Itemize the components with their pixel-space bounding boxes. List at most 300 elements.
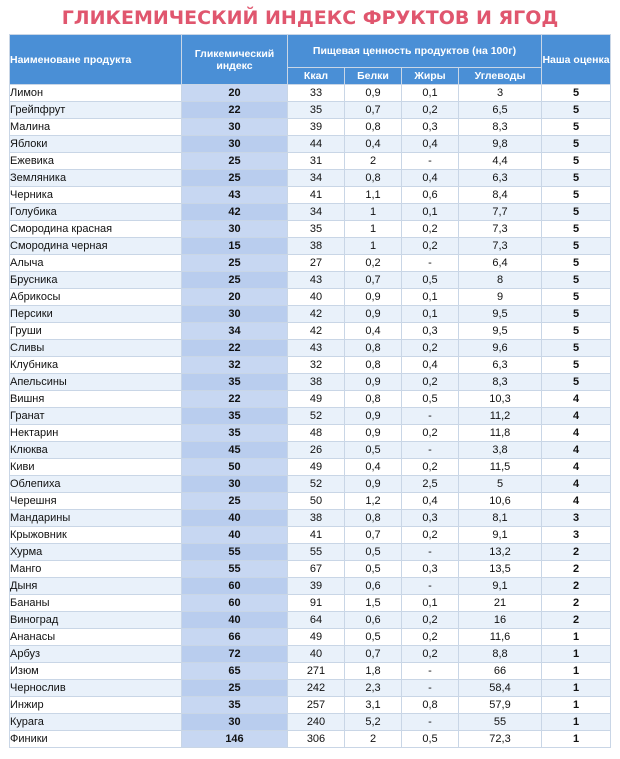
cell-carbs: 6,3 [459,170,542,187]
cell-glycemic-index: 40 [182,527,288,544]
header-rating: Наша оценка [542,35,611,85]
cell-rating: 5 [542,340,611,357]
cell-fat: 0,8 [402,697,459,714]
cell-fat: 0,2 [402,527,459,544]
header-product-name: Наименоване продукта [10,35,182,85]
cell-carbs: 16 [459,612,542,629]
cell-protein: 0,9 [345,374,402,391]
cell-kcal: 39 [288,119,345,136]
cell-kcal: 26 [288,442,345,459]
table-row [10,357,611,374]
cell-protein: 0,9 [345,85,402,102]
cell-protein: 0,7 [345,527,402,544]
cell-glycemic-index: 30 [182,119,288,136]
cell-carbs: 9 [459,289,542,306]
cell-product-name: Смородина красная [10,221,182,238]
cell-rating: 1 [542,697,611,714]
header-protein: Белки [345,68,402,85]
cell-product-name: Сливы [10,340,182,357]
table-row [10,544,611,561]
cell-product-name: Арбуз [10,646,182,663]
cell-rating: 2 [542,578,611,595]
cell-fat: - [402,255,459,272]
cell-product-name: Ежевика [10,153,182,170]
cell-rating: 5 [542,136,611,153]
cell-protein: 0,5 [345,442,402,459]
cell-product-name: Голубика [10,204,182,221]
cell-product-name: Чернослив [10,680,182,697]
cell-glycemic-index: 146 [182,731,288,748]
cell-fat: 0,2 [402,425,459,442]
cell-carbs: 8,3 [459,119,542,136]
cell-carbs: 11,5 [459,459,542,476]
table-row [10,714,611,731]
table-row [10,442,611,459]
table-row [10,646,611,663]
cell-carbs: 6,4 [459,255,542,272]
cell-rating: 5 [542,119,611,136]
cell-product-name: Земляника [10,170,182,187]
cell-rating: 5 [542,238,611,255]
cell-protein: 0,5 [345,561,402,578]
cell-protein: 2 [345,731,402,748]
cell-product-name: Киви [10,459,182,476]
cell-fat: - [402,544,459,561]
cell-kcal: 38 [288,374,345,391]
cell-protein: 0,7 [345,646,402,663]
cell-fat: - [402,442,459,459]
cell-fat: 0,2 [402,340,459,357]
table-row [10,306,611,323]
cell-protein: 0,9 [345,306,402,323]
cell-fat: 0,5 [402,391,459,408]
cell-kcal: 52 [288,408,345,425]
cell-protein: 0,5 [345,544,402,561]
cell-carbs: 9,5 [459,323,542,340]
cell-protein: 2,3 [345,680,402,697]
cell-kcal: 49 [288,629,345,646]
cell-kcal: 38 [288,510,345,527]
cell-carbs: 5 [459,476,542,493]
cell-kcal: 32 [288,357,345,374]
cell-rating: 1 [542,731,611,748]
cell-product-name: Клубника [10,357,182,374]
cell-rating: 1 [542,680,611,697]
cell-fat: 0,2 [402,459,459,476]
table-row [10,459,611,476]
table-row [10,629,611,646]
cell-protein: 0,2 [345,255,402,272]
cell-rating: 4 [542,476,611,493]
cell-protein: 0,9 [345,289,402,306]
cell-fat: - [402,714,459,731]
cell-protein: 0,8 [345,119,402,136]
cell-glycemic-index: 30 [182,714,288,731]
cell-rating: 5 [542,153,611,170]
table-row [10,663,611,680]
cell-kcal: 41 [288,527,345,544]
header-kcal: Ккал [288,68,345,85]
cell-fat: 0,2 [402,612,459,629]
cell-protein: 1 [345,204,402,221]
cell-carbs: 3,8 [459,442,542,459]
cell-protein: 1,8 [345,663,402,680]
cell-glycemic-index: 55 [182,544,288,561]
cell-protein: 0,9 [345,425,402,442]
cell-fat: 0,2 [402,102,459,119]
cell-product-name: Малина [10,119,182,136]
table-row [10,391,611,408]
cell-glycemic-index: 25 [182,255,288,272]
cell-kcal: 91 [288,595,345,612]
cell-product-name: Вишня [10,391,182,408]
cell-kcal: 48 [288,425,345,442]
cell-kcal: 242 [288,680,345,697]
table-row [10,697,611,714]
cell-carbs: 7,7 [459,204,542,221]
cell-glycemic-index: 45 [182,442,288,459]
cell-protein: 0,4 [345,136,402,153]
cell-product-name: Нектарин [10,425,182,442]
cell-glycemic-index: 25 [182,170,288,187]
cell-glycemic-index: 20 [182,85,288,102]
cell-fat: 2,5 [402,476,459,493]
cell-rating: 1 [542,629,611,646]
cell-glycemic-index: 40 [182,612,288,629]
cell-product-name: Грейпфрут [10,102,182,119]
cell-product-name: Яблоки [10,136,182,153]
cell-glycemic-index: 22 [182,102,288,119]
cell-carbs: 11,2 [459,408,542,425]
cell-product-name: Финики [10,731,182,748]
cell-protein: 0,8 [345,170,402,187]
cell-fat: 0,6 [402,187,459,204]
cell-rating: 3 [542,510,611,527]
cell-kcal: 52 [288,476,345,493]
cell-product-name: Груши [10,323,182,340]
cell-glycemic-index: 43 [182,187,288,204]
cell-kcal: 306 [288,731,345,748]
table-row [10,425,611,442]
cell-product-name: Гранат [10,408,182,425]
cell-kcal: 41 [288,187,345,204]
table-row [10,119,611,136]
cell-carbs: 9,5 [459,306,542,323]
table-row [10,289,611,306]
cell-product-name: Мандарины [10,510,182,527]
table-row [10,102,611,119]
cell-fat: 0,3 [402,510,459,527]
cell-kcal: 271 [288,663,345,680]
cell-glycemic-index: 22 [182,340,288,357]
cell-fat: 0,1 [402,595,459,612]
table-row [10,476,611,493]
cell-protein: 0,4 [345,459,402,476]
table-body [10,85,611,748]
cell-carbs: 8,8 [459,646,542,663]
table-row [10,612,611,629]
cell-glycemic-index: 20 [182,289,288,306]
cell-product-name: Брусника [10,272,182,289]
table-row [10,255,611,272]
table-row [10,595,611,612]
cell-rating: 5 [542,289,611,306]
cell-glycemic-index: 30 [182,476,288,493]
cell-carbs: 72,3 [459,731,542,748]
cell-fat: - [402,680,459,697]
cell-fat: 0,5 [402,272,459,289]
cell-kcal: 34 [288,204,345,221]
table-row [10,170,611,187]
cell-product-name: Смородина черная [10,238,182,255]
cell-fat: 0,4 [402,493,459,510]
cell-carbs: 13,5 [459,561,542,578]
cell-rating: 4 [542,493,611,510]
cell-rating: 5 [542,102,611,119]
cell-protein: 0,4 [345,323,402,340]
table-row [10,374,611,391]
cell-rating: 2 [542,544,611,561]
cell-product-name: Курага [10,714,182,731]
cell-kcal: 34 [288,170,345,187]
cell-kcal: 43 [288,340,345,357]
cell-product-name: Абрикосы [10,289,182,306]
table-row [10,85,611,102]
cell-glycemic-index: 30 [182,221,288,238]
cell-rating: 5 [542,170,611,187]
cell-rating: 5 [542,204,611,221]
cell-carbs: 10,6 [459,493,542,510]
cell-kcal: 43 [288,272,345,289]
cell-fat: 0,3 [402,323,459,340]
cell-kcal: 38 [288,238,345,255]
table-row [10,493,611,510]
cell-carbs: 9,8 [459,136,542,153]
cell-glycemic-index: 60 [182,578,288,595]
cell-rating: 5 [542,306,611,323]
cell-carbs: 8,1 [459,510,542,527]
cell-product-name: Виноград [10,612,182,629]
table-row [10,527,611,544]
cell-carbs: 66 [459,663,542,680]
cell-kcal: 257 [288,697,345,714]
cell-product-name: Хурма [10,544,182,561]
cell-rating: 4 [542,425,611,442]
header-carbs: Углеводы [459,68,542,85]
cell-rating: 5 [542,272,611,289]
cell-protein: 1,2 [345,493,402,510]
cell-rating: 4 [542,391,611,408]
cell-glycemic-index: 35 [182,408,288,425]
cell-rating: 5 [542,221,611,238]
cell-rating: 4 [542,442,611,459]
cell-fat: 0,1 [402,85,459,102]
cell-glycemic-index: 40 [182,510,288,527]
cell-fat: - [402,663,459,680]
cell-carbs: 8,4 [459,187,542,204]
cell-product-name: Манго [10,561,182,578]
cell-carbs: 11,8 [459,425,542,442]
cell-glycemic-index: 66 [182,629,288,646]
cell-glycemic-index: 30 [182,136,288,153]
cell-kcal: 49 [288,391,345,408]
cell-protein: 0,8 [345,391,402,408]
cell-kcal: 240 [288,714,345,731]
cell-glycemic-index: 50 [182,459,288,476]
cell-fat: 0,4 [402,357,459,374]
table-row [10,323,611,340]
cell-fat: - [402,153,459,170]
cell-kcal: 42 [288,306,345,323]
table-row [10,221,611,238]
cell-protein: 0,8 [345,340,402,357]
cell-carbs: 11,6 [459,629,542,646]
cell-product-name: Бананы [10,595,182,612]
cell-carbs: 9,1 [459,527,542,544]
cell-kcal: 35 [288,221,345,238]
cell-fat: 0,1 [402,204,459,221]
header-fat: Жиры [402,68,459,85]
cell-glycemic-index: 25 [182,493,288,510]
cell-fat: 0,2 [402,629,459,646]
cell-protein: 3,1 [345,697,402,714]
cell-fat: 0,4 [402,170,459,187]
cell-product-name: Инжир [10,697,182,714]
cell-protein: 0,7 [345,272,402,289]
cell-glycemic-index: 35 [182,374,288,391]
cell-glycemic-index: 22 [182,391,288,408]
cell-kcal: 40 [288,646,345,663]
table-row [10,153,611,170]
cell-glycemic-index: 35 [182,425,288,442]
table-row [10,272,611,289]
cell-glycemic-index: 30 [182,306,288,323]
table-row [10,408,611,425]
cell-product-name: Апельсины [10,374,182,391]
cell-glycemic-index: 72 [182,646,288,663]
cell-carbs: 9,1 [459,578,542,595]
table-row [10,204,611,221]
cell-carbs: 6,3 [459,357,542,374]
cell-fat: 0,3 [402,561,459,578]
cell-carbs: 13,2 [459,544,542,561]
cell-protein: 0,9 [345,408,402,425]
cell-fat: 0,2 [402,221,459,238]
cell-glycemic-index: 25 [182,272,288,289]
cell-rating: 5 [542,323,611,340]
table-row [10,136,611,153]
cell-protein: 0,7 [345,102,402,119]
cell-carbs: 10,3 [459,391,542,408]
cell-carbs: 57,9 [459,697,542,714]
cell-fat: - [402,408,459,425]
cell-kcal: 31 [288,153,345,170]
cell-product-name: Изюм [10,663,182,680]
cell-rating: 2 [542,612,611,629]
cell-fat: 0,1 [402,289,459,306]
table-row [10,187,611,204]
cell-carbs: 6,5 [459,102,542,119]
cell-protein: 2 [345,153,402,170]
table-row [10,578,611,595]
cell-protein: 0,5 [345,629,402,646]
cell-protein: 0,8 [345,357,402,374]
cell-product-name: Ананасы [10,629,182,646]
cell-glycemic-index: 25 [182,680,288,697]
cell-rating: 2 [542,561,611,578]
cell-glycemic-index: 65 [182,663,288,680]
cell-kcal: 40 [288,289,345,306]
cell-protein: 5,2 [345,714,402,731]
page-title: ГЛИКЕМИЧЕСКИЙ ИНДЕКС ФРУКТОВ И ЯГОД [61,7,559,29]
glycemic-index-table [9,34,611,748]
cell-protein: 0,8 [345,510,402,527]
cell-fat: 0,4 [402,136,459,153]
cell-kcal: 27 [288,255,345,272]
table-row [10,561,611,578]
cell-fat: 0,2 [402,238,459,255]
cell-product-name: Дыня [10,578,182,595]
cell-rating: 5 [542,255,611,272]
cell-glycemic-index: 15 [182,238,288,255]
cell-carbs: 21 [459,595,542,612]
cell-kcal: 39 [288,578,345,595]
cell-fat: 0,2 [402,374,459,391]
cell-kcal: 67 [288,561,345,578]
cell-kcal: 42 [288,323,345,340]
cell-rating: 5 [542,187,611,204]
cell-carbs: 8 [459,272,542,289]
cell-carbs: 55 [459,714,542,731]
cell-protein: 1 [345,221,402,238]
cell-protein: 0,6 [345,578,402,595]
cell-rating: 1 [542,663,611,680]
cell-glycemic-index: 25 [182,153,288,170]
table-row [10,238,611,255]
table-row [10,340,611,357]
cell-fat: - [402,578,459,595]
cell-fat: 0,1 [402,306,459,323]
cell-product-name: Клюква [10,442,182,459]
cell-kcal: 50 [288,493,345,510]
cell-glycemic-index: 32 [182,357,288,374]
cell-rating: 4 [542,459,611,476]
cell-fat: 0,5 [402,731,459,748]
cell-protein: 1 [345,238,402,255]
cell-carbs: 58,4 [459,680,542,697]
cell-carbs: 8,3 [459,374,542,391]
cell-fat: 0,3 [402,119,459,136]
cell-rating: 1 [542,714,611,731]
cell-protein: 1,1 [345,187,402,204]
cell-rating: 4 [542,408,611,425]
cell-protein: 0,9 [345,476,402,493]
cell-product-name: Черника [10,187,182,204]
table-row [10,510,611,527]
cell-kcal: 64 [288,612,345,629]
cell-kcal: 49 [288,459,345,476]
cell-product-name: Облепиха [10,476,182,493]
cell-carbs: 4,4 [459,153,542,170]
cell-rating: 5 [542,374,611,391]
cell-carbs: 7,3 [459,238,542,255]
cell-kcal: 55 [288,544,345,561]
cell-glycemic-index: 60 [182,595,288,612]
cell-product-name: Лимон [10,85,182,102]
cell-fat: 0,2 [402,646,459,663]
cell-glycemic-index: 55 [182,561,288,578]
table-row [10,731,611,748]
